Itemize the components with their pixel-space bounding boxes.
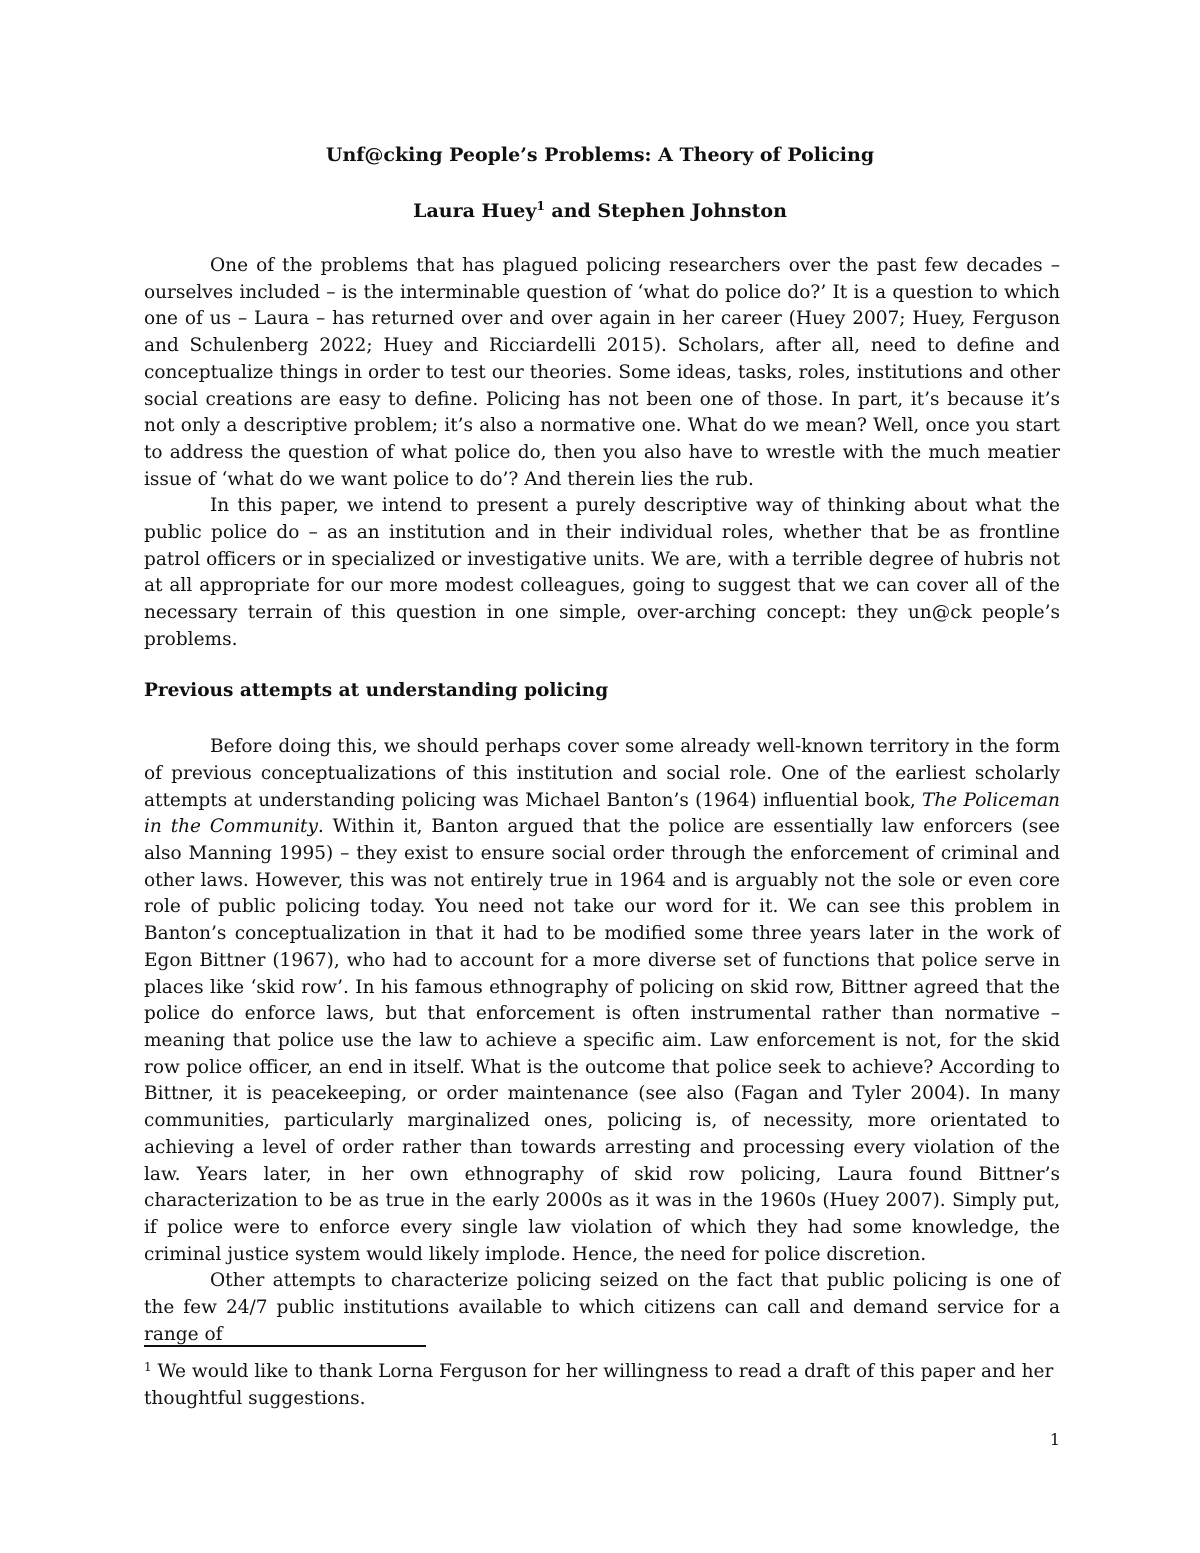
footnote-separator: [144, 1345, 426, 1347]
paper-title: Unf@cking People’s Problems: A Theory of Policing: [325, 144, 875, 166]
footnote-marker: 1: [144, 1360, 152, 1374]
body-paragraph-1: One of the problems that has plagued policing researchers over the past few decades – ourselves included – is the interminable question of ‘what do police do?’ It is a question to which one of us – Laura – has returned over and over again in her career (Huey 2007; Huey, Ferguson and Schulenberg 2022; Huey and Ricciardelli 2015). Scholars, after all, need to define and conceptualize things in order to test our theories. Some ideas, tasks, roles, institutions and other social creations are easy to define. Policing has not been one of those. In part, it’s because it’s not only a descriptive problem; it’s also a normative one. What do we mean? Well, once you start to address the question of what police do, then you also have to wrestle with the much meatier issue of ‘what do we want police to do’? And therein lies the rub.: [144, 255, 1060, 490]
author-rest: and Stephen Johnston: [544, 200, 787, 222]
footnote-text: We would like to thank Lorna Ferguson for her willingness to read a draft of this paper and her thoughtful suggestions.: [144, 1361, 1054, 1409]
section-heading: Previous attempts at understanding policing: [144, 679, 609, 701]
page-number: 1: [1049, 1430, 1060, 1449]
body-paragraph-3: [144, 734, 1060, 1268]
body-paragraph-4: Other attempts to characterize policing seized on the fact that public policing is one of the few 24/7 public institutions available to which citizens can call and demand service for a range of: [144, 1270, 1060, 1345]
footnote: [144, 1358, 1074, 1412]
paper-authors: [0, 198, 1200, 224]
author-first: Laura Huey: [413, 200, 537, 222]
paragraph-3-text-b: . Within it, Banton argued that the police are essentially law enforcers (see also Manning 1995) – they exist to ensure social order through the enforcement of criminal and other laws. However, this was not entirely true in 1964 and is arguably not the sole or even core role of public policing today. You need not take our word for it. We can see this problem in Banton’s conceptualization in that it had to be modified some three years later in the work of Egon Bittner (1967), who had to account for a more diverse set of functions that police serve in places like ‘skid row’. In his famous ethnography of policing on skid row, Bittner agreed that the police do enforce laws, but that enforcement is often instrumental rather than normative – meaning that police use the law to achieve a specific aim. Law enforcement is not, for the skid row police officer, an end in itself. What is the outcome that police seek to achieve? According to Bittner, it is peacekeeping, or order maintenance (see also (Fagan and Tyler 2004). In many communities, particularly marginalized ones, policing is, of necessity, more orientated to achieving a level of order rather than towards arresting and processing every violation of the law. Years later, in her own ethnography of skid row policing, Laura found Bittner’s characterization to be as true in the early 2000s as it was in the 1960s (Huey 2007). Simply put, if police were to enforce every single law violation of which they had some knowledge, the criminal justice system would likely implode. Hence, the need for police discretion.: [144, 816, 1060, 1265]
paper-body: [144, 253, 1060, 1348]
book-title: The Policeman in the Community: [144, 789, 1060, 838]
body-paragraph-2: In this paper, we intend to present a purely descriptive way of thinking about what the public police do – as an institution and in their individual roles, whether that be as frontline patrol officers or in specialized or investigative units. We are, with a terrible degree of hubris not at all appropriate for our more modest colleagues, going to suggest that we can cover all of the necessary terrain of this question in one simple, over-arching concept: they un@ck people’s problems.: [144, 495, 1060, 650]
paragraph-3-text-a: Before doing this, we should perhaps cover some already well-known territory in the form of previous conceptualizations of this institution and social role. One of the earliest scholarly attempts at understanding policing was Michael Banton’s (1964) influential book,: [144, 736, 1060, 811]
footnote-reference-marker: 1: [536, 199, 545, 213]
